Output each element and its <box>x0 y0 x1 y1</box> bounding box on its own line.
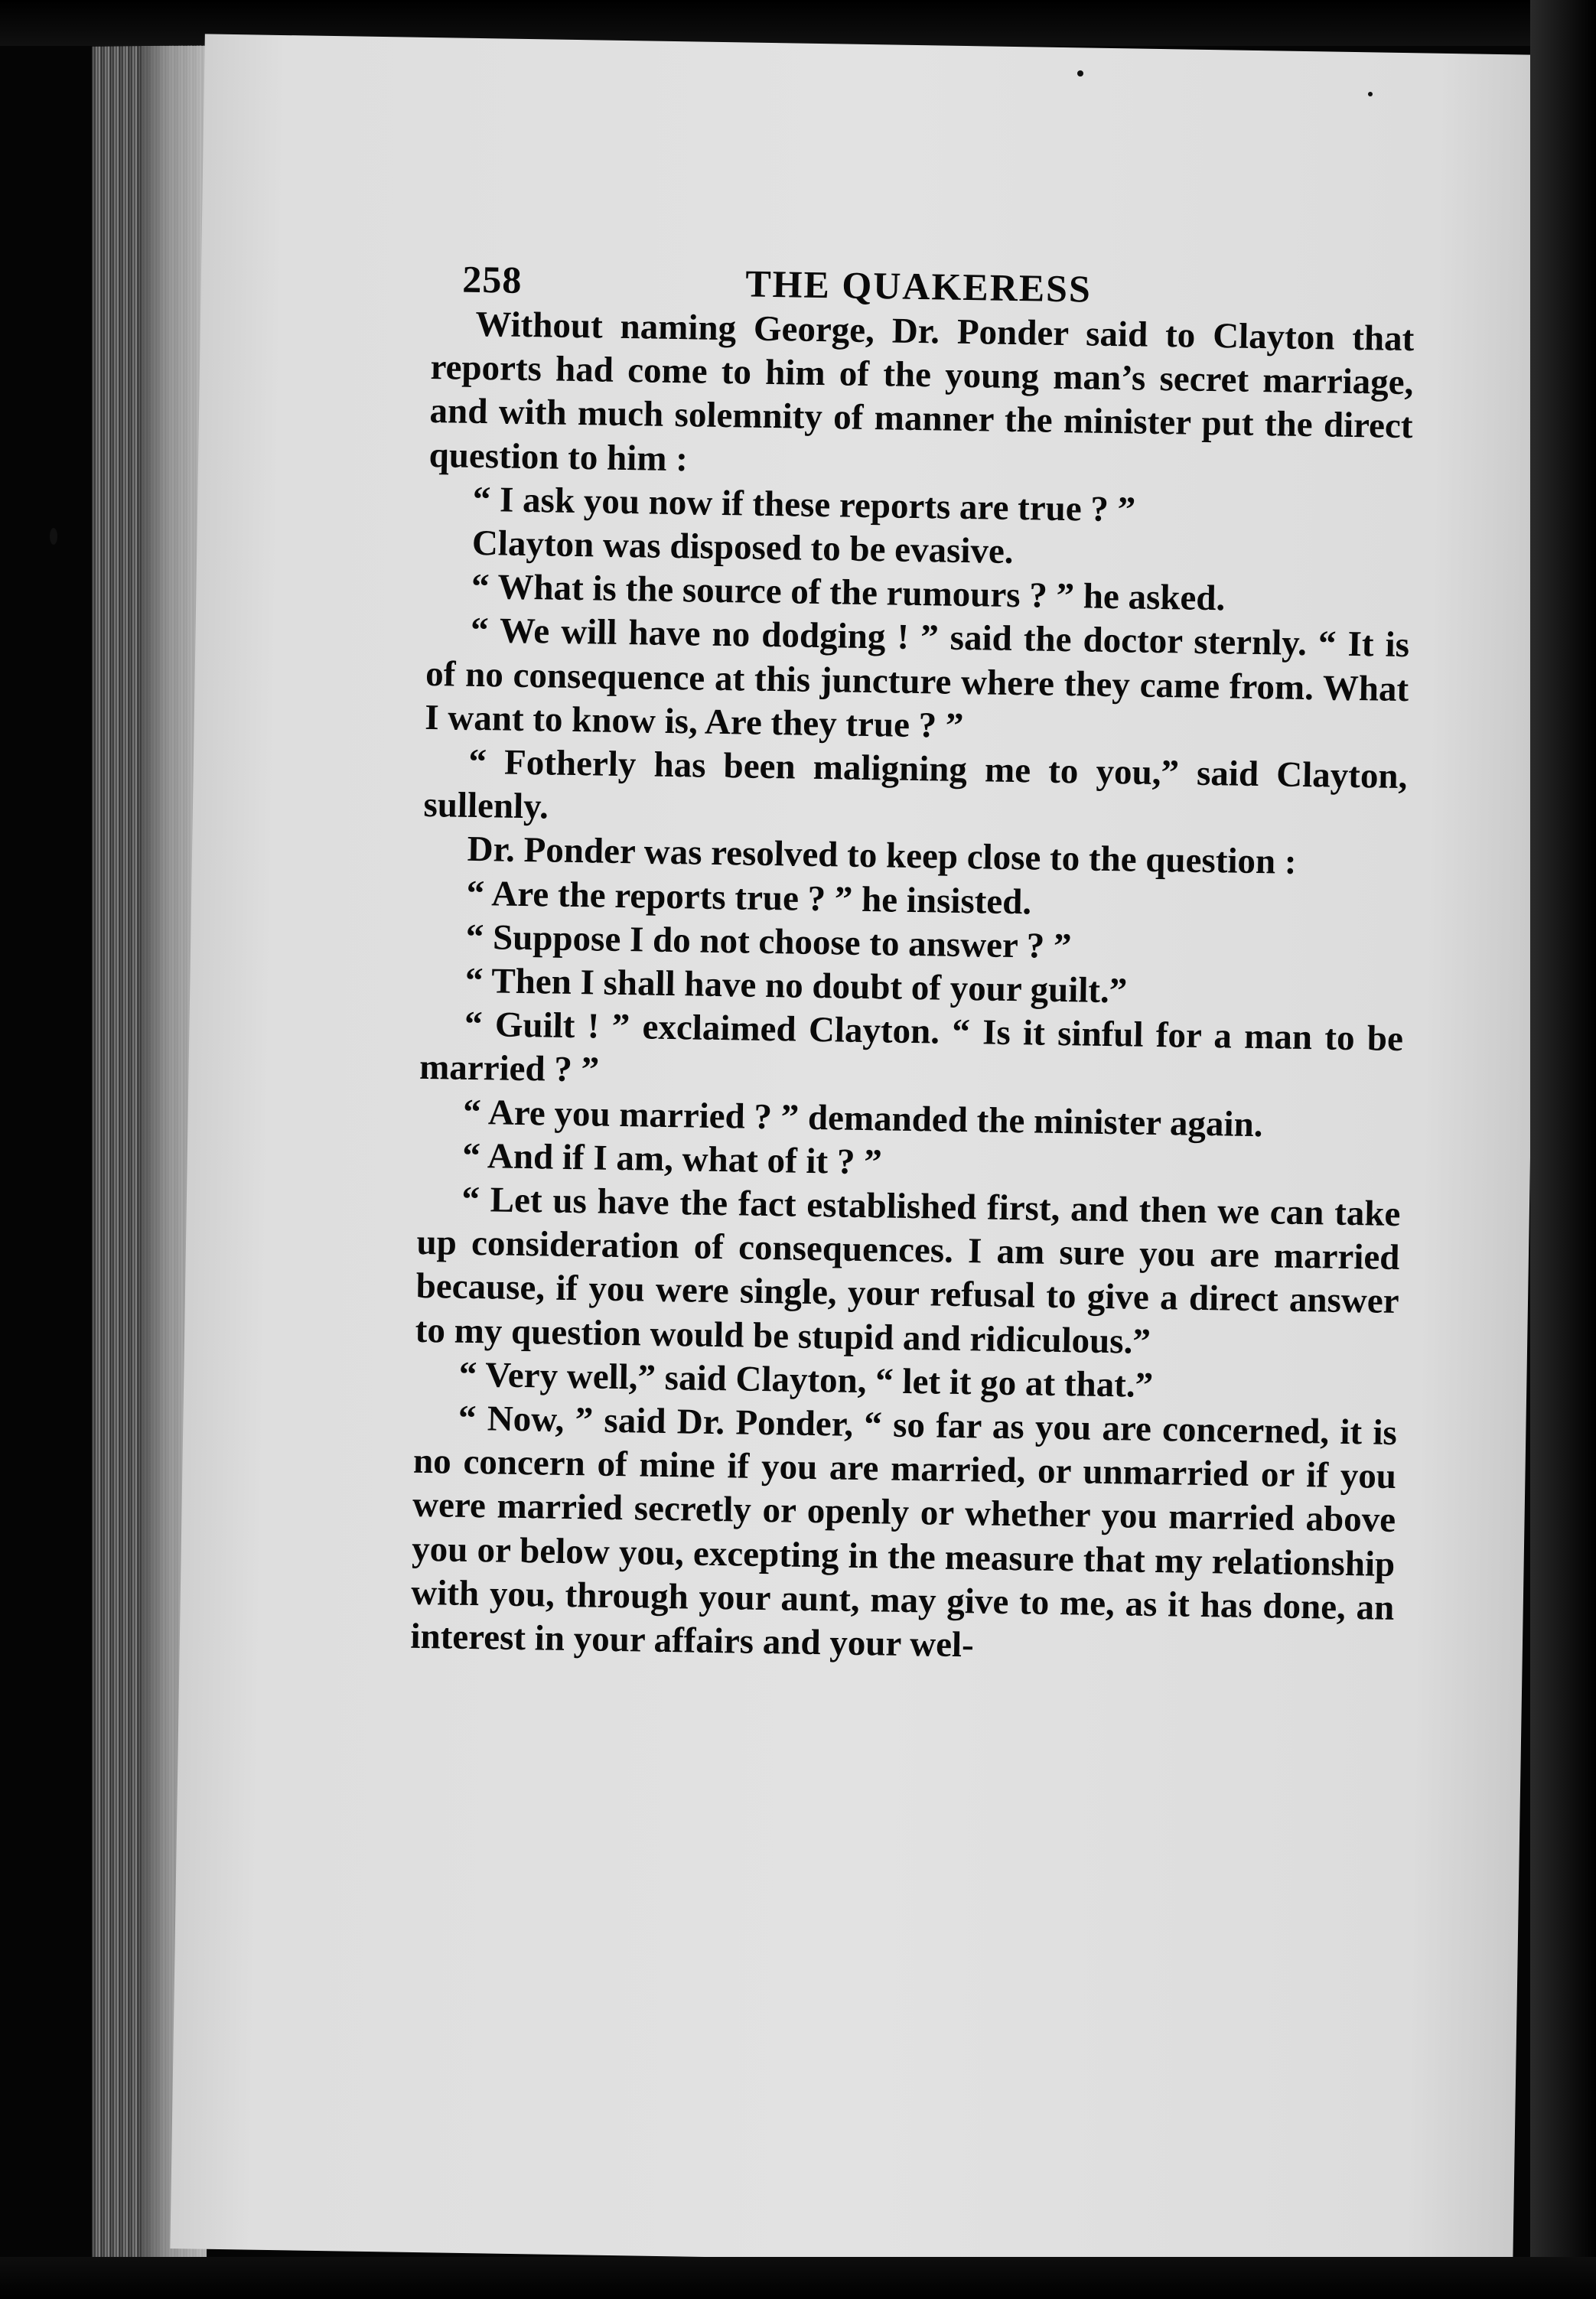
paragraph: “ Are you married ? ” demanded the minister again. <box>462 1092 1263 1145</box>
right-shadow <box>1530 0 1596 2299</box>
dust-speck <box>1368 92 1373 96</box>
paragraph: “ Are the reports true ? ” he insisted. <box>466 873 1032 923</box>
paragraph: “ Suppose I do not choose to answer ? ” <box>465 917 1072 967</box>
bottom-shadow <box>0 2257 1596 2299</box>
dust-speck <box>50 528 57 545</box>
paragraph: Without naming George, Dr. Ponder said to Clayton that reports had come to him of the young man’s secret marriage, and with much solemnity of manner the minister put the direct question to him : <box>428 304 1415 479</box>
paragraph: Clayton was disposed to be evasive. <box>471 523 1014 571</box>
paragraph: “ Then I shall have no doubt of your guilt.” <box>464 960 1128 1011</box>
page-number: 258 <box>461 257 523 301</box>
running-title: THE QUAKERESS <box>744 262 1093 311</box>
paragraph: “ Now, ” said Dr. Ponder, “ so far as you are concerned, it is no concern of mine if you are married, or unmarried or if you were married secretly or openly or whether you married above you or below you, excepting in the measure that my relationship with you, through your aunt, may give to me, as it has done, an interest in your affairs and your wel- <box>410 1398 1398 1666</box>
paragraph: “ Let us have the fact established first, and then we can take up consideration of consequences. I am sure you are married because, if you were single, your refusal to give a direct answer to my question would be stupid and ridiculous.” <box>415 1179 1401 1362</box>
paragraph: “ I ask you now if these reports are true ? ” <box>472 479 1136 530</box>
paragraph: “ We will have no dodging ! ” said the doctor sternly. “ It is of no consequence at this juncture where they came from. What I want to know is, Are they true ? ” <box>424 611 1410 746</box>
body-text <box>410 302 1415 1674</box>
paragraph: “ Very well,” said Clayton, “ let it go at that.” <box>458 1354 1154 1405</box>
text-block <box>410 249 1415 1674</box>
paragraph: “ Guilt ! ” exclaimed Clayton. “ Is it sinful for a man to be married ? ” <box>419 1005 1404 1091</box>
dust-speck <box>1077 70 1083 77</box>
paragraph: “ And if I am, what of it ? ” <box>461 1135 883 1183</box>
paragraph: “ Fotherly has been maligning me to you,” said Clayton, sullenly. <box>423 741 1408 827</box>
paragraph: “ What is the source of the rumours ? ” he asked. <box>471 567 1226 619</box>
paragraph: Dr. Ponder was resolved to keep close to the question : <box>467 829 1297 883</box>
